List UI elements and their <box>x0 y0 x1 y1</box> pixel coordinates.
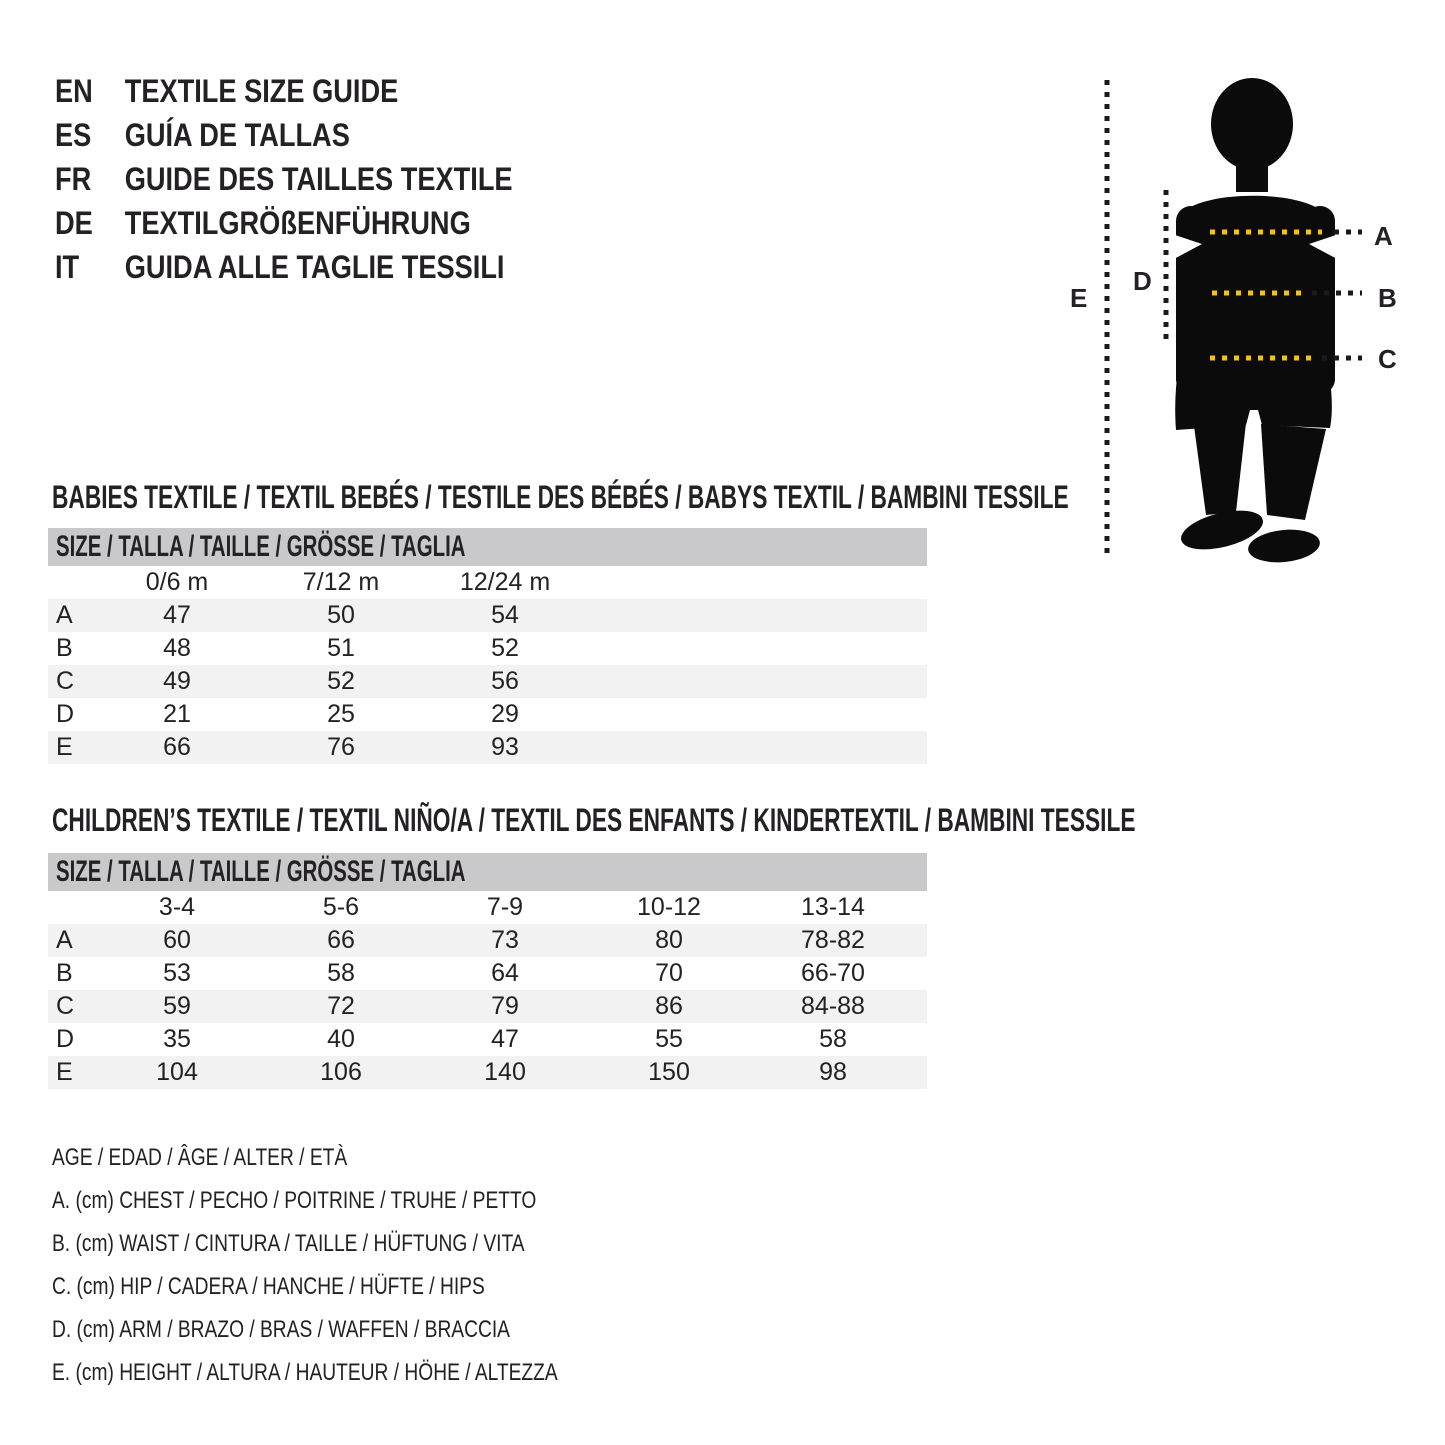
cell: 64 <box>491 959 519 987</box>
legend-age: AGE / EDAD / ÂGE / ALTER / ETÀ <box>52 1144 348 1171</box>
measure-label-c: C <box>1378 344 1397 374</box>
cell: 58 <box>819 1025 847 1053</box>
column-header: 3-4 <box>158 893 196 921</box>
guide-title: GUIDA ALLE TAGLIE TESSILI <box>124 249 505 285</box>
cell: 78-82 <box>801 926 865 954</box>
table-row <box>48 731 927 764</box>
guide-title: TEXTILE SIZE GUIDE <box>124 73 399 109</box>
header-line-it <box>55 250 584 284</box>
row-label: C <box>56 992 75 1020</box>
cell: 53 <box>163 959 191 987</box>
column-header: 12/24 m <box>459 568 551 596</box>
row-label: B <box>56 634 73 662</box>
guide-title: GUIDE DES TAILLES TEXTILE <box>124 161 513 197</box>
cell: 76 <box>327 733 355 761</box>
cell: 70 <box>655 959 683 987</box>
column-header: 13-14 <box>801 893 865 921</box>
silhouette-right-shoe <box>1247 526 1322 565</box>
babies-column-header-row <box>48 566 927 599</box>
measure-label-e: E <box>1070 283 1088 313</box>
cell: 66 <box>163 733 191 761</box>
cell: 52 <box>327 667 355 695</box>
cell: 48 <box>163 634 191 662</box>
column-header: 7-9 <box>486 893 524 921</box>
row-label: A <box>56 926 73 954</box>
measure-label-a: A <box>1374 221 1393 251</box>
cell: 25 <box>327 700 355 728</box>
header-line-de <box>55 206 544 240</box>
cell: 52 <box>491 634 519 662</box>
cell: 60 <box>163 926 191 954</box>
cell: 54 <box>491 601 519 629</box>
cell: 40 <box>327 1025 355 1053</box>
legend-arm: D. (cm) ARM / BRAZO / BRAS / WAFFEN / BRACCIA <box>52 1316 510 1343</box>
cell: 49 <box>163 667 191 695</box>
legend-waist: B. (cm) WAIST / CINTURA / TAILLE / HÜFTUNG / VITA <box>52 1230 525 1257</box>
cell: 73 <box>491 926 519 954</box>
legend-height: E. (cm) HEIGHT / ALTURA / HAUTEUR / HÖHE / ALTEZZA <box>52 1359 558 1386</box>
cell: 59 <box>163 992 191 1020</box>
table-row <box>48 957 927 990</box>
header-line-es <box>55 118 402 152</box>
cell: 66-70 <box>801 959 865 987</box>
row-label: E <box>56 1058 73 1086</box>
cell: 80 <box>655 926 683 954</box>
silhouette-neck <box>1236 154 1268 192</box>
language-code: IT <box>55 249 80 285</box>
row-label: C <box>56 667 75 695</box>
language-code: DE <box>55 205 93 241</box>
cell: 50 <box>327 601 355 629</box>
column-header: 7/12 m <box>302 568 380 596</box>
header-line-fr <box>55 162 593 196</box>
row-label: D <box>56 700 75 728</box>
cell: 79 <box>491 992 519 1020</box>
cell: 86 <box>655 992 683 1020</box>
babies-size-header-bar: SIZE / TALLA / TAILLE / GRÖSSE / TAGLIA <box>48 528 927 566</box>
table-row <box>48 924 927 957</box>
cell: 56 <box>491 667 519 695</box>
cell: 104 <box>156 1058 198 1086</box>
cell: 150 <box>648 1058 690 1086</box>
table-row <box>48 698 927 731</box>
cell: 35 <box>163 1025 191 1053</box>
legend-chest: A. (cm) CHEST / PECHO / POITRINE / TRUHE / PETTO <box>52 1187 537 1214</box>
cell: 84-88 <box>801 992 865 1020</box>
table-row <box>48 1056 927 1089</box>
cell: 66 <box>327 926 355 954</box>
language-code: ES <box>55 117 92 153</box>
measure-label-b: B <box>1378 283 1397 313</box>
cell: 93 <box>491 733 519 761</box>
row-label: D <box>56 1025 75 1053</box>
silhouette-shorts <box>1175 356 1332 430</box>
cell: 98 <box>819 1058 847 1086</box>
cell: 58 <box>327 959 355 987</box>
guide-title: GUÍA DE TALLAS <box>124 117 350 153</box>
babies-table <box>48 528 927 764</box>
babies-section-title: BABIES TEXTILE / TEXTIL BEBÉS / TESTILE DES BÉBÉS / BABYS TEXTIL / BAMBINI TESSILE <box>52 479 1069 515</box>
header-line-en <box>55 74 459 108</box>
cell: 29 <box>491 700 519 728</box>
cell: 47 <box>491 1025 519 1053</box>
cell: 51 <box>327 634 355 662</box>
cell: 72 <box>327 992 355 1020</box>
cell: 106 <box>320 1058 362 1086</box>
table-row <box>48 665 927 698</box>
column-header: 0/6 m <box>145 568 209 596</box>
cell: 55 <box>655 1025 683 1053</box>
cell: 47 <box>163 601 191 629</box>
children-size-header-bar: SIZE / TALLA / TAILLE / GRÖSSE / TAGLIA <box>48 853 927 891</box>
table-row <box>48 990 927 1023</box>
table-row <box>48 1023 927 1056</box>
column-header: 5-6 <box>322 893 360 921</box>
children-column-header-row <box>48 891 927 924</box>
language-code: EN <box>55 73 93 109</box>
row-label: B <box>56 959 73 987</box>
cell: 21 <box>163 700 191 728</box>
measure-label-d: D <box>1133 266 1152 296</box>
column-header: 10-12 <box>637 893 701 921</box>
table-row <box>48 599 927 632</box>
legend-hip: C. (cm) HIP / CADERA / HANCHE / HÜFTE / HIPS <box>52 1273 485 1300</box>
table-row <box>48 632 927 665</box>
children-section-title: CHILDREN’S TEXTILE / TEXTIL NIÑO/A / TEXTIL DES ENFANTS / KINDERTEXTIL / BAMBINI TESSILE <box>52 802 1136 838</box>
row-label: E <box>56 733 73 761</box>
row-label: A <box>56 601 73 629</box>
children-table <box>48 853 927 1089</box>
cell: 140 <box>484 1058 526 1086</box>
language-code: FR <box>55 161 92 197</box>
guide-title: TEXTILGRÖßENFÜHRUNG <box>124 205 471 241</box>
